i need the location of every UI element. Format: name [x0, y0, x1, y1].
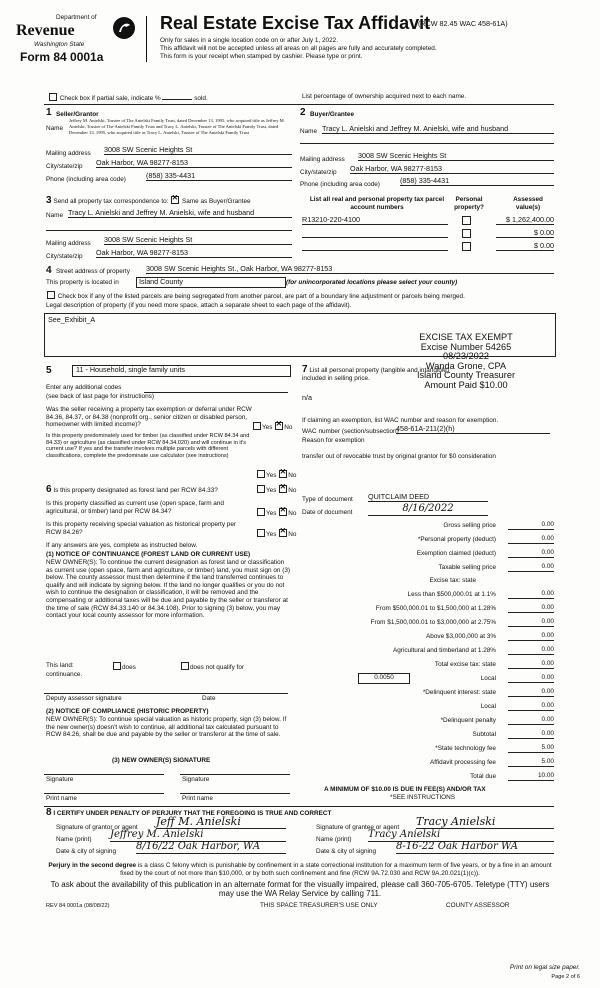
calc-value-tech-fee[interactable]: 5.00	[508, 744, 554, 753]
assessed-value-3[interactable]: $ 0.00	[496, 242, 554, 251]
calc-value-subtotal[interactable]: 0.00	[508, 730, 554, 739]
revenue-label: Revenue	[16, 22, 75, 39]
stamp-line3: 08/23/2022	[443, 351, 489, 362]
buyer-phone-value[interactable]: (858) 335-4431	[400, 177, 554, 186]
assessed-col-header: Assessed value(s)	[513, 196, 543, 211]
does-not-option	[180, 662, 244, 672]
stamp-line2: Excise Number 54265	[420, 341, 512, 352]
personal-checkbox-3[interactable]	[462, 242, 471, 251]
section4-number: 4	[46, 265, 52, 276]
partial-sale-row	[48, 93, 208, 103]
calc-value-penalty[interactable]: 0.00	[508, 716, 554, 725]
calc-label-taxable: Taxable selling price	[438, 564, 496, 571]
partial-sale-label: Check box if partial sale, indicate %	[59, 95, 161, 102]
yes-label: Yes	[266, 472, 277, 479]
predominate-question: Is this property predominately used for timber (as classified under RCW 84.34 and 84.33) or agriculture (as classified under RCW 84.34.020) and will continue in it's current use? If yes and the transfer involves multiple parcels with different classifications, complete the predominate use calculator (see instructions)	[46, 433, 250, 459]
calc-label-tier1: Less than $500,000.01 at 1.1%	[407, 591, 496, 598]
if-yes-note: If any answers are yes, complete as instructed below.	[46, 542, 198, 549]
buyer-mail-label: Mailing address	[300, 156, 345, 163]
same-as-buyer-checkbox[interactable]	[171, 196, 179, 204]
location-select[interactable]: Island County	[136, 277, 286, 288]
sec3-mail-label: Mailing address	[46, 240, 91, 247]
seller-city-label: City/state/zip	[46, 163, 83, 170]
segregate-label: Check box if any of the listed parcels are being segregated from another parcel, are part of a boundary line adjustment or parcels being merged.	[57, 293, 465, 300]
header-divider	[146, 16, 147, 62]
historic-yes-checkbox[interactable]	[257, 529, 265, 537]
buyer-heading: Buyer/Grantee	[310, 111, 355, 118]
seller-name-value[interactable]: Jeffrey M. Anielski, Trustee of The Anielski Family Trust, dated December 13, 1995, who acquired title as Jeffrey M. Anielski, Trustee of The Anielski Family Trust and Tracy L. Anielski, Trustee of The Anielski Family Trust, dated December 13, 1995, who acquired title as Tracy L. Anielski, Trustee of The Anielski Family Trust	[69, 118, 285, 135]
owner-signature-line-2[interactable]	[180, 774, 290, 775]
calc-value-total-state[interactable]: 0.00	[508, 660, 554, 669]
no-label: No	[288, 531, 297, 538]
legal-paper-note: Print on legal size paper.	[509, 964, 580, 971]
calc-label-exemption: Exemption claimed (deduct)	[416, 550, 496, 557]
rule	[44, 806, 554, 807]
current-use-answer	[256, 508, 296, 518]
section3-label: Send all property tax correspondence to:	[53, 198, 169, 205]
buyer-city-value[interactable]: Oak Harbor, WA 98277-8153	[350, 165, 554, 174]
calc-label-tier3: From $1,500,000.01 to $3,000,000 at 2.75%	[370, 619, 496, 626]
calc-value-interest-state[interactable]: 0.00	[508, 688, 554, 697]
personal-property-question	[302, 366, 472, 382]
parcel-col-header: List all real and personal property tax parcel account numbers	[309, 196, 445, 211]
assessed-value-2[interactable]: $ 0.00	[496, 229, 554, 238]
reason-label: Reason for exemption	[302, 437, 365, 444]
form-rcw: (RCW 82.45 WAC 458-61A)	[418, 19, 508, 28]
partial-sold-label: sold.	[194, 95, 208, 102]
street-label: Street address of property	[56, 268, 130, 275]
calc-label-total-due: Total due	[470, 773, 496, 780]
sec3-city-label: City/state/zip	[46, 253, 83, 260]
stamp-line1: EXCISE TAX EXEMPT	[419, 332, 513, 342]
perjury-heading: Perjury in the second degree	[48, 862, 137, 869]
header-sub2: This affidavit will not be accepted unless all areas on all pages are fully and accurately completed.	[160, 45, 437, 52]
calc-label-tier4: Above $3,000,000 at 3%	[426, 633, 496, 640]
owner-signature-line-1[interactable]	[44, 774, 164, 775]
does-not-label: does not qualify for	[190, 664, 244, 671]
reason-value[interactable]: transfer out of revocable trust by original grantor for $0 consideration	[302, 453, 496, 460]
section2-number: 2	[300, 107, 306, 118]
doc-date-value[interactable]: 8/16/2022	[368, 503, 488, 516]
notice1-text: NEW OWNER(S): To continue the current designation as forest land or classification as current use (open space, farm and agriculture, or timber) land, you must sign on (3) below. The county assessor must then determine if the land transferred continues to qualify and will indicate by signing below. If the land no longer qualifies or you do not wish to continue the designation or classification, it will be removed and the compensating or additional taxes will be due and payable by the seller or transferor at the time of sale (RCW 84.33.140 or 84.34.108). Prior to signing (3) below, you may contact your local county assessor for more information.	[46, 559, 291, 620]
owner-print-line-1[interactable]	[44, 793, 164, 794]
grantee-signature[interactable]: Tracy Anielski	[416, 815, 554, 829]
revision-label: REV 84 0001a (08/08/22)	[46, 903, 110, 909]
rule	[300, 143, 554, 144]
deputy-signature-line[interactable]	[44, 693, 288, 694]
county-assessor-label: COUNTY ASSESSOR	[446, 902, 510, 909]
seller-phone-value[interactable]: (858) 335-4431	[146, 172, 292, 181]
calc-value-local[interactable]: 0.00	[508, 674, 554, 683]
property-use-select[interactable]: 11 - Household, single family units	[72, 365, 291, 377]
no-label: No	[288, 472, 297, 479]
personal-property-value[interactable]: n/a	[302, 393, 312, 402]
doc-type-value[interactable]: QUITCLAIM DEED	[368, 493, 488, 502]
buyer-city-label: City/state/zip	[300, 169, 337, 176]
calc-value-tier4[interactable]: 0.00	[508, 632, 554, 641]
sec3-name-value[interactable]: Tracy L. Anielski and Jeffrey M. Anielski, wife and husband	[68, 209, 292, 218]
calc-value-tier3[interactable]: 0.00	[508, 618, 554, 627]
assessed-value-1[interactable]: $ 1,262,400.00	[496, 216, 554, 225]
location-note: (for unincorporated locations please select your county)	[286, 279, 458, 286]
exempt-answer	[252, 422, 292, 432]
does-option	[112, 662, 136, 672]
partial-percent-field[interactable]	[162, 99, 192, 100]
calc-value-total-due[interactable]: 10.00	[508, 772, 554, 781]
ownership-note: List percentage of ownership acquired next to each name.	[302, 93, 467, 100]
deputy-date-label: Date	[202, 695, 216, 702]
state-label: Washington State	[34, 41, 85, 48]
seller-city-value[interactable]: Oak Harbor, WA 98277-8153	[96, 159, 292, 168]
exempt-question: Was the seller receiving a property tax exemption or deferral under RCW 84.36, 84.37, or 84.38 (nonprofit org., senior citizen or disabled person, homeowner with limited income)?	[46, 406, 252, 429]
wac-label: WAC number (section/subsection)	[302, 428, 399, 435]
owner-print-line-2[interactable]	[180, 793, 290, 794]
grantee-sig-label: Signature of grantee or agent	[316, 824, 400, 831]
calc-value-taxable[interactable]: 0.00	[508, 563, 554, 572]
header-sub3: This form is your receipt when stamped by cashier. Please type or print.	[160, 53, 363, 60]
parcel-number-2[interactable]	[302, 229, 448, 238]
yes-label: Yes	[262, 424, 273, 431]
accessibility-note: To ask about the availability of this publication in an alternate format for the visually impaired, please call 360-705-6705. Teletype (TTY) users may use the WA Relay Service by calling 711.	[50, 880, 550, 898]
calc-label-agri: Agricultural and timberland at 1.28%	[392, 647, 496, 654]
yes-label: Yes	[266, 510, 277, 517]
does-checkbox[interactable]	[113, 662, 121, 670]
personal-property-text: List all personal property (tangible and intangible) included in selling price.	[302, 367, 449, 382]
calc-value-gross[interactable]: 0.00	[508, 521, 554, 530]
sec3-mail-value[interactable]: 3008 SW Scenic Heights St	[104, 236, 292, 245]
forest-question-text: Is this property designated as forest land per RCW 84.33?	[53, 487, 218, 494]
predominate-yes-checkbox[interactable]	[257, 470, 265, 478]
seller-heading: Seller/Grantor	[56, 111, 99, 118]
section3-number: 3	[46, 195, 52, 206]
buyer-phone-label: Phone (including area code)	[300, 181, 380, 188]
perjury-text: is a class C felony which is punishable by confinement in a state correctional institution for a maximum term of five years, or by a fine in an amount fixed by the court of not more than $10,000, or by both such confinement and fine (RCW 9A.72.030 and RCW 9A.20.021(1)(c)).	[120, 862, 552, 877]
parcel-number-1[interactable]: R13210-220-4100	[302, 216, 448, 225]
form-title: Real Estate Excise Tax Affidavit	[160, 13, 431, 33]
calc-label-personal: *Personal property (deduct)	[417, 536, 496, 543]
notice1-heading: (1) NOTICE OF CONTINUANCE (FOREST LAND OR CURRENT USE)	[46, 551, 251, 558]
rule	[46, 230, 292, 231]
calc-label-gross: Gross selling price	[443, 522, 496, 529]
grantee-date-city[interactable]: 8-16-22 Oak Harbor WA	[396, 841, 554, 854]
yes-label: Yes	[266, 531, 277, 538]
exempt-yes-checkbox[interactable]	[253, 422, 261, 430]
yes-label: Yes	[266, 487, 277, 494]
calc-label-total-state: Total excise tax: state	[434, 661, 496, 668]
sec3-name-label: Name	[46, 212, 64, 219]
parcel-number-3[interactable]	[302, 242, 448, 251]
calc-label-interest-state: *Delinquent interest: state	[422, 689, 496, 696]
calc-label-tech-fee: *State technology fee	[435, 745, 496, 752]
calc-value-tier2[interactable]: 0.00	[508, 604, 554, 613]
forest-question	[46, 486, 252, 495]
dept-label: Department of	[56, 14, 97, 21]
header-sub1: Only for sales in a single location code on or after July 1, 2022.	[160, 37, 338, 44]
section7-number: 7	[302, 364, 308, 375]
stamp-line4: Wanda Grone, CPA	[425, 360, 507, 371]
historic-question: Is this property receiving special valuation as historical property per RCW 84.26?	[46, 521, 237, 536]
this-land-label: This land:	[46, 662, 74, 669]
continuance-label: continuance.	[46, 671, 83, 678]
form-number: Form 84 0001a	[20, 50, 104, 64]
forest-answer	[256, 485, 296, 495]
same-as-buyer-label: Same as Buyer/Grantee	[182, 198, 251, 205]
personal-checkbox-2[interactable]	[462, 229, 471, 238]
calc-label-subtotal: Subtotal	[472, 731, 496, 738]
grantor-sig-label: Signature of grantor or agent	[56, 824, 138, 831]
calc-label-penalty: *Delinquent penalty	[440, 717, 496, 724]
print-label-2: Print name	[182, 795, 213, 802]
no-label: No	[288, 487, 297, 494]
partial-sale-checkbox[interactable]	[49, 93, 57, 101]
perjury-notice	[44, 862, 556, 877]
doc-date-label: Date of document	[302, 509, 353, 516]
historic-no-checkbox[interactable]	[279, 529, 287, 537]
segregate-row	[46, 291, 465, 301]
rule	[44, 104, 554, 105]
seller-phone-label: Phone (including area code)	[46, 176, 126, 183]
legal-label: Legal description of property (if you need more space, attach a separate sheet to each page of the affidavit).	[46, 302, 352, 309]
page-number: Page 2 of 6	[551, 974, 580, 980]
calc-value-processing-fee[interactable]: 5.00	[508, 758, 554, 767]
deputy-label: Deputy assessor signature	[46, 695, 122, 702]
street-value[interactable]: 3008 SW Scenic Heights St., Oak Harbor, WA 98277-8153	[146, 265, 554, 274]
buyer-mail-value[interactable]: 3008 SW Scenic Heights St	[358, 152, 554, 161]
personal-col-header: Personal property?	[454, 196, 484, 211]
predominate-no-checkbox[interactable]	[279, 470, 287, 478]
calc-label-local: Local	[480, 675, 496, 682]
calc-label-interest-local: Local	[480, 703, 496, 710]
section6-number: 6	[46, 484, 52, 495]
forest-yes-checkbox[interactable]	[257, 485, 265, 493]
calc-value-tier1[interactable]: 0.00	[508, 590, 554, 599]
historic-answer	[256, 529, 296, 539]
calc-label-tier2: From $500,000.01 to $1,500,000 at 1.28%	[375, 605, 496, 612]
see-instructions-note: *SEE INSTRUCTIONS	[390, 794, 455, 801]
grantee-name[interactable]: Tracy Anielski	[368, 829, 554, 842]
treasurer-use-label: THIS SPACE TREASURER'S USE ONLY	[260, 902, 378, 909]
grantee-name-label: Name (print)	[316, 836, 352, 843]
grantor-date-city[interactable]: 8/16/22 Oak Harbor, WA	[136, 841, 286, 854]
grantee-date-label: Date & city of signing	[316, 848, 377, 855]
segregate-checkbox[interactable]	[47, 291, 55, 299]
calc-value-interest-local[interactable]: 0.00	[508, 702, 554, 711]
grantor-signature[interactable]: Jeff M. Anielski	[156, 815, 286, 829]
seller-name-label: Name	[46, 125, 64, 132]
exempt-no-checkbox[interactable]	[275, 422, 283, 430]
signature-label-2: Signature	[182, 776, 210, 783]
signature-label-1: Signature	[46, 776, 74, 783]
buyer-name-label: Name	[300, 128, 318, 135]
print-label-1: Print name	[46, 795, 77, 802]
does-not-checkbox[interactable]	[181, 662, 189, 670]
exemption-claim-label: If claiming an exemption, list WAC number and reason for exemption.	[302, 417, 499, 424]
sec3-city-value[interactable]: Oak Harbor, WA 98277-8153	[96, 249, 292, 258]
seller-mail-value[interactable]: 3008 SW Scenic Heights St	[104, 146, 292, 155]
notice2-heading: (2) NOTICE OF COMPLIANCE (HISTORIC PROPERTY)	[46, 708, 209, 715]
stamp-line5: Island County Treasurer	[416, 370, 516, 381]
notice2-text: NEW OWNER(S): To continue special valuation as historic property, sign (3) below. If the new owner(s) doesn't wish to continue, all additional tax calculated pursuant to RCW 84.26, shall be due and payable by the seller or transferor at the time of sale.	[46, 716, 287, 739]
addl-codes-label: Enter any additional codes	[46, 384, 122, 391]
current-use-question: Is this property classified as current use (open space, farm and agricultural, or timber) land per RCW 84.34?	[46, 500, 224, 515]
wac-value[interactable]: 458-61A-211(2)(h)	[396, 425, 550, 434]
doc-type-label: Type of document	[302, 496, 353, 503]
local-rate-field[interactable]: 0.0050	[358, 673, 410, 684]
certify-text: I CERTIFY UNDER PENALTY OF PERJURY THAT THE FOREGOING IS TRUE AND CORRECT	[53, 810, 332, 817]
no-label: No	[284, 424, 293, 431]
section8-number: 8	[46, 807, 52, 818]
addl-codes-field[interactable]	[144, 384, 288, 393]
forest-no-checkbox[interactable]	[279, 485, 287, 493]
no-label: No	[288, 510, 297, 517]
section3-row	[46, 196, 251, 206]
grantor-name-label: Name (print)	[56, 836, 92, 843]
notice3-heading: (3) NEW OWNER(S) SIGNATURE	[112, 757, 211, 764]
minimum-note: A MINIMUM OF $10.00 IS DUE IN FEE(S) AND/OR TAX	[324, 786, 486, 793]
legal-description-value: See_Exhibit_A	[48, 315, 96, 324]
calc-label-excise-state: Excise tax: state	[429, 577, 476, 584]
revenue-logo-icon	[112, 16, 136, 40]
personal-checkbox-1[interactable]	[462, 216, 471, 225]
grantor-date-label: Date & city of signing	[56, 848, 117, 855]
tax-calculation-table	[302, 519, 554, 781]
section1-number: 1	[46, 107, 52, 118]
grantor-name[interactable]: Jeffrey M. Anielski	[110, 829, 286, 842]
predominate-answer	[256, 470, 296, 480]
calc-label-processing-fee: Affidavit processing fee	[430, 759, 496, 766]
buyer-name-value[interactable]: Tracy L. Anielski and Jeffrey M. Anielski, wife and husband	[322, 125, 554, 134]
calc-value-personal[interactable]: 0.00	[508, 535, 554, 544]
seller-mail-label: Mailing address	[46, 150, 91, 157]
stamp-line6: Amount Paid $10.00	[424, 379, 508, 390]
addl-codes-note: (see back of last page for instructions)	[46, 393, 154, 400]
calc-value-exemption[interactable]: 0.00	[508, 549, 554, 558]
current-use-no-checkbox[interactable]	[279, 508, 287, 516]
location-label: This property is located in	[46, 279, 119, 286]
section5-number: 5	[46, 365, 52, 376]
calc-value-agri[interactable]: 0.00	[508, 646, 554, 655]
does-label: does	[122, 664, 136, 671]
current-use-yes-checkbox[interactable]	[257, 508, 265, 516]
